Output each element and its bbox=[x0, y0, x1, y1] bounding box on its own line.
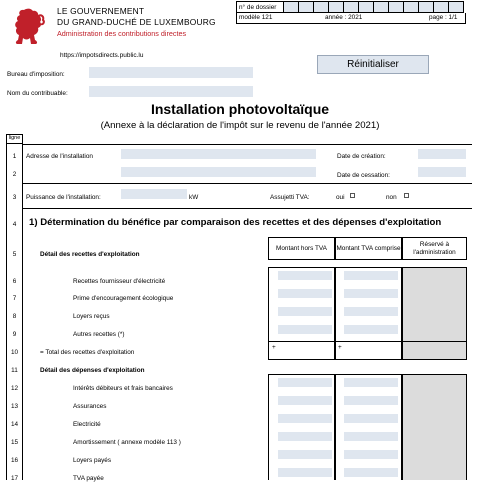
depense-label: TVA payée bbox=[73, 475, 104, 482]
kw-unit: kW bbox=[189, 194, 199, 201]
depenses-hors-tva-column bbox=[268, 374, 335, 480]
line-number: 1 bbox=[12, 153, 17, 160]
depense-hors-tva-input[interactable] bbox=[278, 378, 332, 387]
dossier-digit-cell[interactable] bbox=[374, 1, 389, 13]
ligne-header: ligne bbox=[6, 134, 23, 144]
tva-label: Assujetti TVA: bbox=[270, 194, 310, 201]
line-number: 13 bbox=[10, 403, 19, 410]
depense-label: Amortissement ( annexe modèle 113 ) bbox=[73, 439, 181, 446]
recette-hors-tva-input[interactable] bbox=[278, 325, 332, 334]
dossier-digit-cell[interactable] bbox=[404, 1, 419, 13]
depenses-tva-column bbox=[335, 374, 402, 480]
row-divider bbox=[23, 144, 472, 145]
non-label: non bbox=[386, 194, 397, 201]
depense-label: Intérêts débiteurs et frais bancaires bbox=[73, 385, 173, 392]
website-url[interactable]: https://impotsdirects.public.lu bbox=[60, 52, 144, 59]
depense-hors-tva-input[interactable] bbox=[278, 450, 332, 459]
dossier-digit-cell[interactable] bbox=[449, 1, 464, 13]
reset-button[interactable]: Réinitialiser bbox=[317, 55, 429, 74]
depense-hors-tva-input[interactable] bbox=[278, 396, 332, 405]
line-number: 14 bbox=[10, 421, 19, 428]
depense-tva-input[interactable] bbox=[344, 414, 398, 423]
date-cessation-input[interactable] bbox=[418, 167, 466, 177]
adresse-label: Adresse de l'installation bbox=[26, 153, 93, 160]
line-number: 9 bbox=[12, 331, 17, 338]
gov-line-1: LE GOUVERNEMENT bbox=[57, 6, 145, 16]
dossier-number-cells[interactable] bbox=[284, 1, 464, 13]
annee-label: année : 2021 bbox=[325, 14, 363, 21]
depense-hors-tva-input[interactable] bbox=[278, 414, 332, 423]
line-number: 6 bbox=[12, 278, 17, 285]
recettes-header: Détail des recettes d'exploitation bbox=[40, 251, 140, 258]
line-number: 8 bbox=[12, 313, 17, 320]
recette-hors-tva-input[interactable] bbox=[278, 307, 332, 316]
total-divider bbox=[268, 341, 467, 342]
adresse-input-line2[interactable] bbox=[121, 167, 316, 177]
recette-tva-input[interactable] bbox=[344, 271, 398, 280]
non-checkbox[interactable] bbox=[404, 193, 409, 198]
dossier-digit-cell[interactable] bbox=[314, 1, 329, 13]
depense-tva-input[interactable] bbox=[344, 378, 398, 387]
adresse-input-line1[interactable] bbox=[121, 149, 316, 159]
oui-checkbox[interactable] bbox=[350, 193, 355, 198]
depenses-header: Détail des dépenses d'exploitation bbox=[40, 367, 145, 374]
modele-label: modèle 121 bbox=[239, 14, 273, 21]
line-number: 7 bbox=[12, 295, 17, 302]
recette-tva-input[interactable] bbox=[344, 325, 398, 334]
puissance-label: Puissance de l'installation: bbox=[26, 194, 101, 201]
depense-tva-input[interactable] bbox=[344, 432, 398, 441]
line-number: 4 bbox=[12, 221, 17, 228]
recette-hors-tva-input[interactable] bbox=[278, 271, 332, 280]
section-1-title: 1) Détermination du bénéfice par comparaison des recettes et des dépenses d'exploitation bbox=[29, 217, 442, 228]
col-header-hors-tva: Montant hors TVA bbox=[268, 237, 335, 260]
dossier-digit-cell[interactable] bbox=[299, 1, 314, 13]
form-title: Installation photovoltaïque bbox=[150, 101, 330, 117]
plus-sign: + bbox=[272, 344, 276, 351]
col-header-reserve: Réservé à l'administration bbox=[402, 237, 467, 260]
recette-hors-tva-input[interactable] bbox=[278, 289, 332, 298]
line-number: 12 bbox=[10, 385, 19, 392]
line-number: 10 bbox=[10, 349, 19, 356]
dossier-digit-cell[interactable] bbox=[329, 1, 344, 13]
row-divider bbox=[23, 183, 472, 184]
date-cessation-label: Date de cessation: bbox=[337, 172, 390, 179]
recette-label: Prime d'encouragement écologique bbox=[73, 295, 174, 302]
recettes-reserved-column bbox=[402, 267, 467, 360]
total-recettes-label: = Total des recettes d'exploitation bbox=[40, 349, 135, 356]
plus-sign: + bbox=[338, 344, 342, 351]
line-number: 2 bbox=[12, 171, 17, 178]
dossier-digit-cell[interactable] bbox=[284, 1, 299, 13]
recette-label: Loyers reçus bbox=[73, 313, 110, 320]
depense-label: Loyers payés bbox=[73, 457, 112, 464]
recette-label: Recettes fournisseur d'électricité bbox=[73, 278, 166, 285]
form-info-row bbox=[236, 13, 466, 24]
dossier-digit-cell[interactable] bbox=[419, 1, 434, 13]
oui-label: oui bbox=[336, 194, 345, 201]
depense-hors-tva-input[interactable] bbox=[278, 468, 332, 477]
depenses-reserved-column bbox=[402, 374, 467, 480]
bureau-input[interactable] bbox=[89, 67, 253, 78]
depense-tva-input[interactable] bbox=[344, 450, 398, 459]
dossier-digit-cell[interactable] bbox=[389, 1, 404, 13]
date-creation-input[interactable] bbox=[418, 149, 466, 159]
puissance-input[interactable] bbox=[121, 189, 187, 199]
gov-line-2: DU GRAND-DUCHÉ DE LUXEMBOURG bbox=[57, 17, 216, 27]
dossier-digit-cell[interactable] bbox=[434, 1, 449, 13]
page-label: page : 1/1 bbox=[429, 14, 458, 21]
administration-name: Administration des contributions directes bbox=[57, 29, 187, 38]
depense-hors-tva-input[interactable] bbox=[278, 432, 332, 441]
line-number: 11 bbox=[11, 367, 18, 374]
line-number: 17 bbox=[10, 475, 19, 482]
depense-label: Electricité bbox=[73, 421, 101, 428]
row-divider bbox=[23, 208, 472, 209]
line-number: 5 bbox=[12, 251, 17, 258]
bureau-label: Bureau d'imposition: bbox=[7, 71, 65, 78]
recette-label: Autres recettes (*) bbox=[73, 331, 125, 338]
depense-tva-input[interactable] bbox=[344, 468, 398, 477]
form-subtitle: (Annexe à la déclaration de l'impôt sur le revenu de l'année 2021) bbox=[100, 120, 380, 131]
line-number: 15 bbox=[10, 439, 19, 446]
dossier-digit-cell[interactable] bbox=[344, 1, 359, 13]
line-number: 3 bbox=[12, 194, 17, 201]
col-header-tva-comprise: Montant TVA comprise bbox=[335, 237, 402, 260]
depense-tva-input[interactable] bbox=[344, 396, 398, 405]
line-number-column bbox=[6, 134, 23, 480]
depense-label: Assurances bbox=[73, 403, 107, 410]
luxembourg-lion-logo bbox=[8, 7, 46, 47]
date-creation-label: Date de création: bbox=[337, 153, 386, 160]
recette-tva-input[interactable] bbox=[344, 289, 398, 298]
dossier-digit-cell[interactable] bbox=[359, 1, 374, 13]
recette-tva-input[interactable] bbox=[344, 307, 398, 316]
line-number: 16 bbox=[10, 457, 19, 464]
nom-label: Nom du contribuable: bbox=[7, 90, 68, 97]
nom-input[interactable] bbox=[89, 86, 253, 97]
dossier-number-label: n° de dossier bbox=[236, 1, 284, 13]
